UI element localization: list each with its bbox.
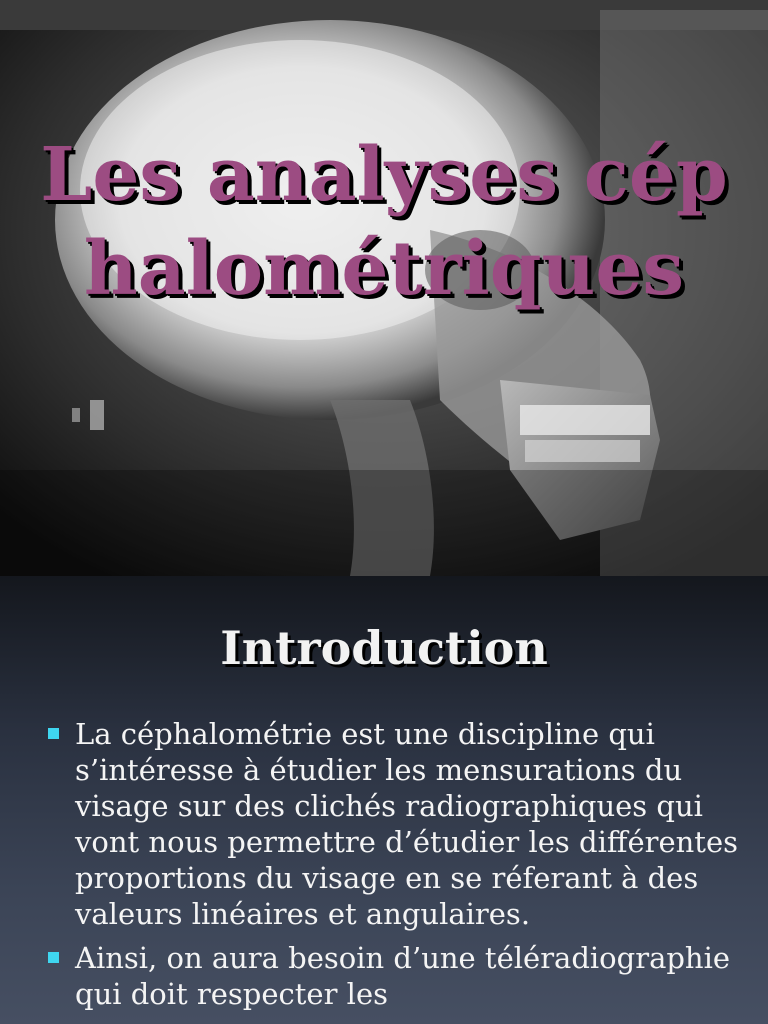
- bullet-item: [46, 716, 746, 932]
- bullet-list: [46, 716, 746, 1020]
- square-bullet-icon: [48, 952, 59, 963]
- bullet-item: [46, 940, 746, 1012]
- introduction-heading: Introduction: [220, 621, 548, 675]
- bullet-text: Ainsi, on aura besoin d’une téléradiographie qui doit respecter les: [75, 941, 731, 1011]
- introduction-slide: [0, 576, 768, 1024]
- bullet-text: La céphalométrie est une discipline qui s’intéresse à étudier les mensurations du visage sur des clichés radiographiques qui vont nous permettre d’étudier les différentes proportions du visage en se réferant à des valeurs linéaires et angulaires.: [75, 717, 739, 931]
- square-bullet-icon: [48, 728, 59, 739]
- title-slide-heading: Les analyses céphalométriques: [40, 132, 728, 312]
